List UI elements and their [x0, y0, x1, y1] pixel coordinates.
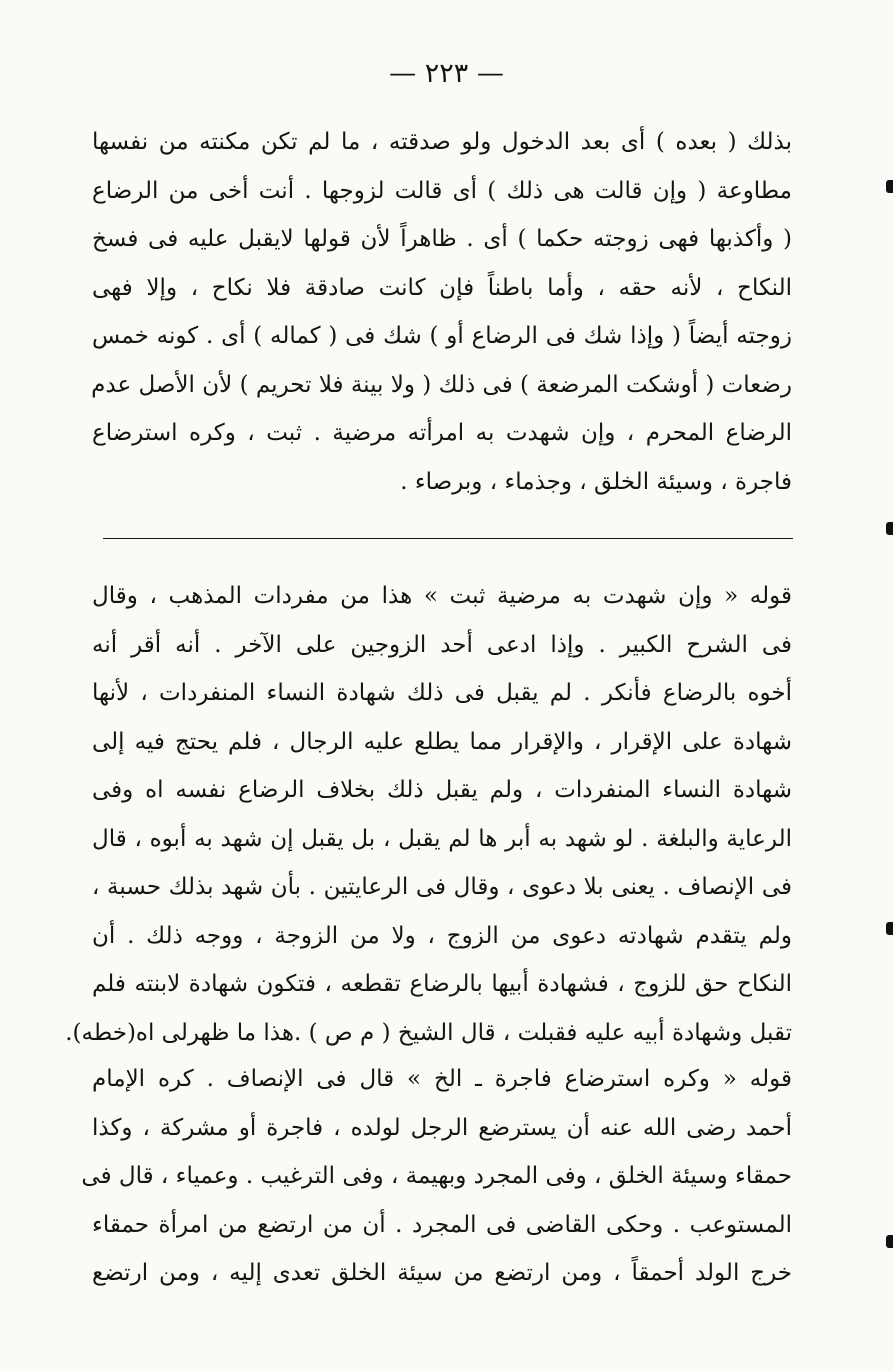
- commentary-paragraph: [81, 1055, 792, 1298]
- text-line: خرج الولد أحمقاً ، ومن ارتضع من سيئة الخلق تعدى إليه ، ومن ارتضع: [92, 1260, 792, 1286]
- text-line: المستوعب . وحكى القاضى فى المجرد . أن من ارتضع من امرأة حمقاء: [92, 1211, 792, 1238]
- text-line: رضعات ( أوشكت المرضعة ) فى ذلك ( ولا بينة فلا تحريم ) لأن الأصل عدم: [91, 371, 792, 398]
- main-text: [92, 118, 792, 506]
- text-line: النكاح ، لأنه حقه ، وأما باطناً فإن كانت صادقة فلا نكاح ، وإلا فهى: [92, 274, 792, 301]
- text-line: النكاح حق للزوج ، فشهادة أبيها بالرضاع تقطعه ، فتكون شهادة لابنته فلم: [92, 971, 792, 997]
- text-line: الرضاع المحرم ، وإن شهدت به امرأته مرضية . ثبت ، وكره استرضاع: [92, 420, 792, 446]
- text-line: مطاوعة ( وإن قالت هى ذلك ) أى قالت لزوجها . أنت أخى من الرضاع: [92, 177, 792, 204]
- text-line: فى الإنصاف . يعنى بلا دعوى ، وقال فى الرعايتين . بأن شهد بذلك حسبة ،: [92, 874, 792, 900]
- text-line: الرعاية والبلغة . لو شهد به أبر ها لم يقبل ، بل يقبل إن شهد به أبوه ، قال: [92, 825, 792, 852]
- text-line: ( وأكذبها فهى زوجته حكما ) أى . ظاهراً لأن قولها لايقبل عليه فى فسخ: [92, 226, 792, 252]
- text-line: فى الشرح الكبير . وإذا ادعى أحد الزوجين على الآخر . أنه أقر أنه: [92, 631, 792, 658]
- page-number: — ٢٢٣ —: [389, 58, 504, 89]
- margin-scan-mark: [886, 522, 893, 535]
- text-line: قوله « وكره استرضاع فاجرة ـ الخ » قال فى الإنصاف . كره الإمام: [92, 1066, 792, 1092]
- text-line: أحمد رضى الله عنه أن يسترضع الرجل لولده ، فاجرة أو مشركة ، وكذا: [92, 1114, 792, 1141]
- text-line: بذلك ( بعده ) أى بعد الدخول ولو صدقته ، ما لم تكن مكنته من نفسها: [92, 129, 792, 155]
- text-line: شهادة النساء المنفردات ، ولم يقبل ذلك بخلاف الرضاع نفسه اه وفى: [92, 777, 792, 803]
- text-line: شهادة على الإقرار ، والإقرار مما يطلع عليه الرجال ، فلم يحتج فيه إلى: [92, 728, 792, 755]
- margin-scan-mark: [886, 922, 893, 935]
- margin-scan-mark: [886, 180, 893, 193]
- footnote-separator: [103, 538, 793, 539]
- text-line: ولم يتقدم شهادته دعوى من الزوج ، ولا من الزوجة ، ووجه ذلك . أن: [92, 922, 792, 949]
- text-line: تقبل وشهادة أبيه عليه فقبلت ، قال الشيخ ( م ص ) .هذا ما ظهرلى اه(خطه).: [65, 1019, 792, 1046]
- text-line: أخوه بالرضاع فأنكر . لم يقبل فى ذلك شهادة النساء المنفردات ، لأنها: [92, 680, 792, 706]
- text-line: زوجته أيضاً ( وإذا شك فى الرضاع أو ) شك فى ( كماله ) أى . كونه خمس: [92, 323, 792, 349]
- text-line: حمقاء وسيئة الخلق ، وفى المجرد وبهيمة ، وفى الترغيب . وعمياء ، قال فى: [81, 1163, 792, 1189]
- margin-scan-mark: [886, 1235, 893, 1248]
- commentary-paragraph: [65, 572, 792, 1057]
- text-line: فاجرة ، وسيئة الخلق ، وجذماء ، وبرصاء .: [400, 468, 792, 495]
- text-line: قوله « وإن شهدت به مرضية ثبت » هذا من مفردات المذهب ، وقال: [92, 583, 792, 609]
